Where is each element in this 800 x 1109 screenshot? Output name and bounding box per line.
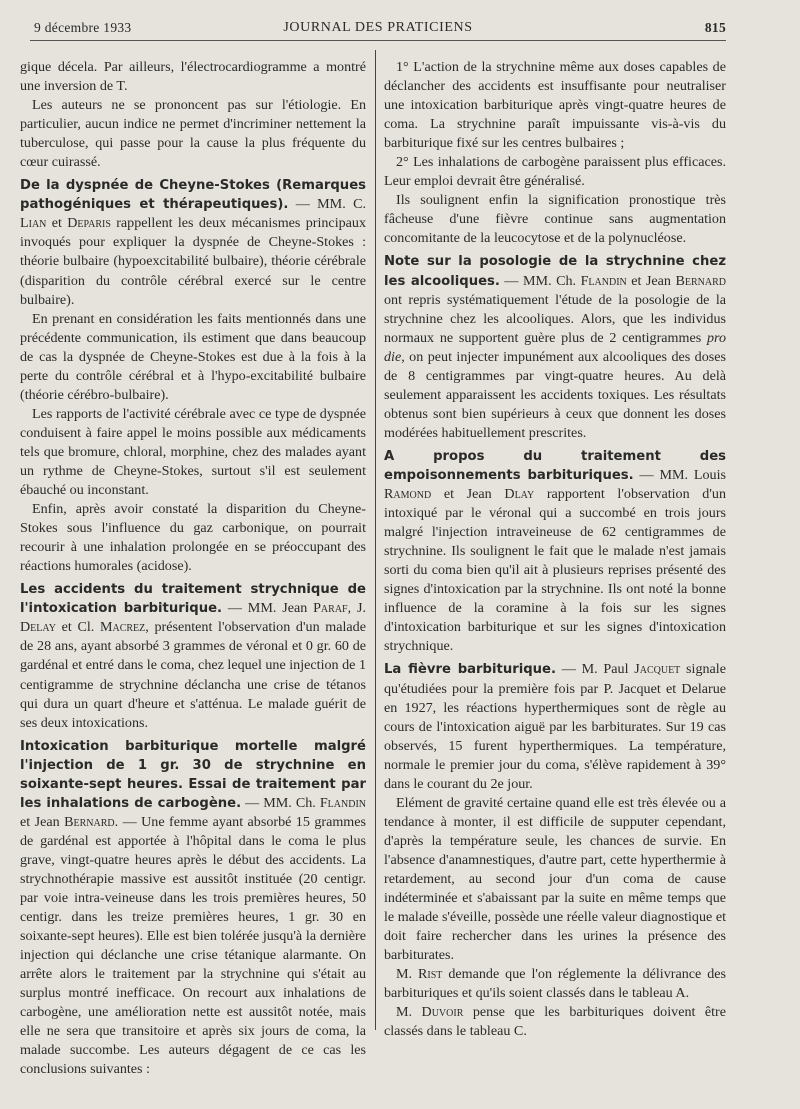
article-title: A propos du traitement des empoisonnements barbituriques. [384, 448, 726, 483]
author-name: Bernard [64, 813, 115, 830]
running-header [30, 18, 726, 41]
left-column [20, 58, 366, 1079]
author-name: Dlay [504, 486, 535, 503]
author-name: Deparis [67, 215, 111, 232]
column-divider [375, 50, 376, 1030]
author-name: Ramond [384, 486, 432, 503]
author-name: Duvoir [421, 1004, 464, 1021]
article-intoxication-mortelle: Intoxication barbiturique mortelle malgré l'injection de 1 gr. 30 de strychnine en soixante-sept heures. Essai de traitement par les inhalations de carbogène. — MM. Ch. Flandin et Jean Bernard. — Une femme ayant absorbé 15 grammes de gardénal est apportée à l'hôpital dans le coma le plus grave, vingt-quatre heures après le début des accidents. La strychnothérapie massive est aussitôt instituée (20 centigr. par voie intra-veineuse dans les trois premières heures, 50 centigr. dans les treize premières heures, 1 gr. 30 en soixante-sept heures). Elle est bien tolérée jusqu'à la dernière injection qui déclanche une crise tétanique alarmante. On arrête alors le traitement par la strychnine qui s'était au surplus montré inefficace. On recourt aux inhalations de carbogène, une amélioration nette est aussitôt notée, mais elle ne sera que transitoire et après six jours de coma, la malade succombe. Les auteurs dégagent de ce cas les conclusions suivantes : [20, 738, 366, 1078]
paragraph: Enfin, après avoir constaté la disparition du Cheyne-Stokes sous l'influence du gaz carbonique, on pourrait recourir à une inhalation prolongée en se préoccupant des réactions humorales (acidose). [20, 501, 366, 575]
author-name: Flandin [580, 272, 627, 289]
article-empoisonnements-barbituriques: A propos du traitement des empoisonnements barbituriques. — MM. Louis Ramond et Jean Dlay rapportent l'observation d'un intoxiqué par le véronal qui a succombé en trois jours malgré l'injection intraveineuse de 62 centigrammes de strychnine. Ils soulignent le fait que le malade n'est jamais sorti du coma bien qu'il ait à plusieurs reprises présenté des signes d'intoxication par la strychnine. Ils ont noté la bonne influence de la coramine à la fois sur les signes d'intoxication barbiturique et sur les signes d'intoxication strychnique. [384, 448, 726, 655]
author-name: Paraf [313, 600, 348, 617]
paragraph-duvoir: M. Duvoir pense que les barbituriques doivent être classés dans le tableau C. [384, 1004, 726, 1040]
paragraph: 1° L'action de la strychnine même aux doses capables de déclancher des accidents est insuffisante pour neutraliser une intoxication barbiturique après vingt-quatre heures de coma. La strychnine paraît impuissante vis-à-vis du barbiturique fixé sur les centres bulbaires ; [384, 59, 726, 152]
article-title: Note sur la posologie de la strychnine chez les alcooliques. [384, 254, 726, 289]
header-page-number: 815 [704, 20, 726, 35]
author-name: Bernard [675, 272, 727, 289]
header-date: 9 décembre 1933 [34, 20, 132, 35]
paragraph: 2° Les inhalations de carbogène paraissent plus efficaces. Leur emploi devrait être généralisé. [384, 154, 726, 190]
article-title: Les accidents du traitement strychnique de l'intoxication barbiturique. [20, 582, 366, 617]
article-accidents-strychnique: Les accidents du traitement strychnique de l'intoxication barbiturique. — MM. Jean Paraf, J. Delay et Cl. Macrez, présentent l'observation d'un malade de 28 ans, ayant absorbé 3 grammes de véronal et 0 gr. 60 de gardénal et entré dans le coma, chez lequel une injection de 1 centigramme de strychnine déclancha une crise de tétanos qui dura un quart d'heure et s'atténua. Le malade guérit de ses deux intoxications. [20, 582, 366, 731]
paragraph: En prenant en considération les faits mentionnés dans une précédente communication, ils estiment que dans beaucoup de cas la dyspnée de Cheyne-Stokes est due à la fois à la perte du contrôle cérébral et à l'hypo-excitabilité bulbaire (théorie cérébro-bulbaire). [20, 310, 366, 403]
article-title: La fièvre barbiturique. [384, 662, 557, 678]
author-name: Macrez [99, 619, 146, 636]
article-cheyne-stokes: De la dyspnée de Cheyne-Stokes (Remarques pathogéniques et thérapeutiques). — MM. C. Lian et Deparis rappellent les deux mécanismes principaux invoqués pour expliquer la dyspnée de Cheyne-Stokes : théorie bulbaire (hypoexcitabilité bulbaire), théorie cérébrale (disparition du contrôle cérébral exercé sur le centre bulbaire). [20, 178, 367, 308]
paragraph: Les rapports de l'activité cérébrale avec ce type de dyspnée conduisent à faire appel le moins possible aux médicaments tels que bromure, chloral, morphine, chez des malades ayant un rythme de Cheyne-Stokes, surtout s'il est seulement ébauché ou inconstant. [20, 405, 366, 499]
article-title: Intoxication barbiturique mortelle malgré l'injection de 1 gr. 30 de strychnine en soixante-sept heures. Essai de traitement par les inhalations de carbogène. [20, 738, 366, 811]
paragraph: gique décela. Par ailleurs, l'électrocardiogramme a montré une inversion de T. [20, 59, 366, 95]
header-journal-title: JOURNAL DES PRATICIENS [283, 20, 473, 35]
author-name: Rist [418, 966, 443, 983]
paragraph: Les auteurs ne se prononcent pas sur l'étiologie. En particulier, aucun indice ne permet d'incriminer nettement la tuberculose, qui passe pour la cause la plus fréquente du cœur cuirassé. [20, 97, 366, 171]
paragraph-rist: M. Rist demande que l'on réglemente la délivrance des barbituriques et qu'ils soient classés dans le tableau A. [384, 966, 726, 1002]
author-name: Jacquet [634, 661, 681, 678]
author-name: Delay [20, 619, 56, 636]
paragraph: Elément de gravité certaine quand elle est très élevée ou a tendance à monter, il est difficile de supputer cependant, d'après la température seule, les chances de survie. En l'absence d'anamnestiques, d'autre part, cette hyperthermie à retardement, au second jour d'un coma de cause indéterminée et s'abaissant par la suite en même temps que le malade s'éveille, possède une réelle valeur diagnostique et doit faire rechercher dans les urines la présence des barbiturates. [384, 794, 726, 964]
author-name: Flandin [319, 794, 366, 811]
article-posologie-strychnine: Note sur la posologie de la strychnine chez les alcooliques. — MM. Ch. Flandin et Jean Bernard ont repris systématiquement l'étude de la posologie de la strychnine chez les alcooliques. Alors, que les individus normaux ne supportent guère plus de 2 centigrammes pro die, on peut injecter impunément aux alcooliques des doses de 8 centigrammes par vingt-quatre heures. Au delà seulement apparaissent les accidents toxiques. Les résultats obtenus sont bien supérieurs à ceux que donnent les doses modérées habituellement prescrites. [384, 254, 727, 441]
article-title: De la dyspnée de Cheyne-Stokes (Remarques pathogéniques et thérapeutiques). [20, 178, 366, 213]
author-name: Lian [20, 215, 47, 232]
article-fievre-barbiturique: La fièvre barbiturique. — M. Paul Jacquet signale qu'étudiées pour la première fois par P. Jacquet et Delarue en 1927, les réactions hyperthermiques sont de règle au cours de l'intoxication aiguë par les barbiturates. Sur 19 cas observés, 15 furent hyperthermiques. La température, normale le premier jour du coma, s'élève rapidement à 39° dans le courant du 2e jour. [384, 661, 726, 792]
paragraph: Ils soulignent enfin la signification pronostique très fâcheuse d'une fièvre continue sans augmentation concomitante de la leucocytose et de la polynucléose. [384, 192, 726, 247]
right-column [384, 58, 726, 1041]
